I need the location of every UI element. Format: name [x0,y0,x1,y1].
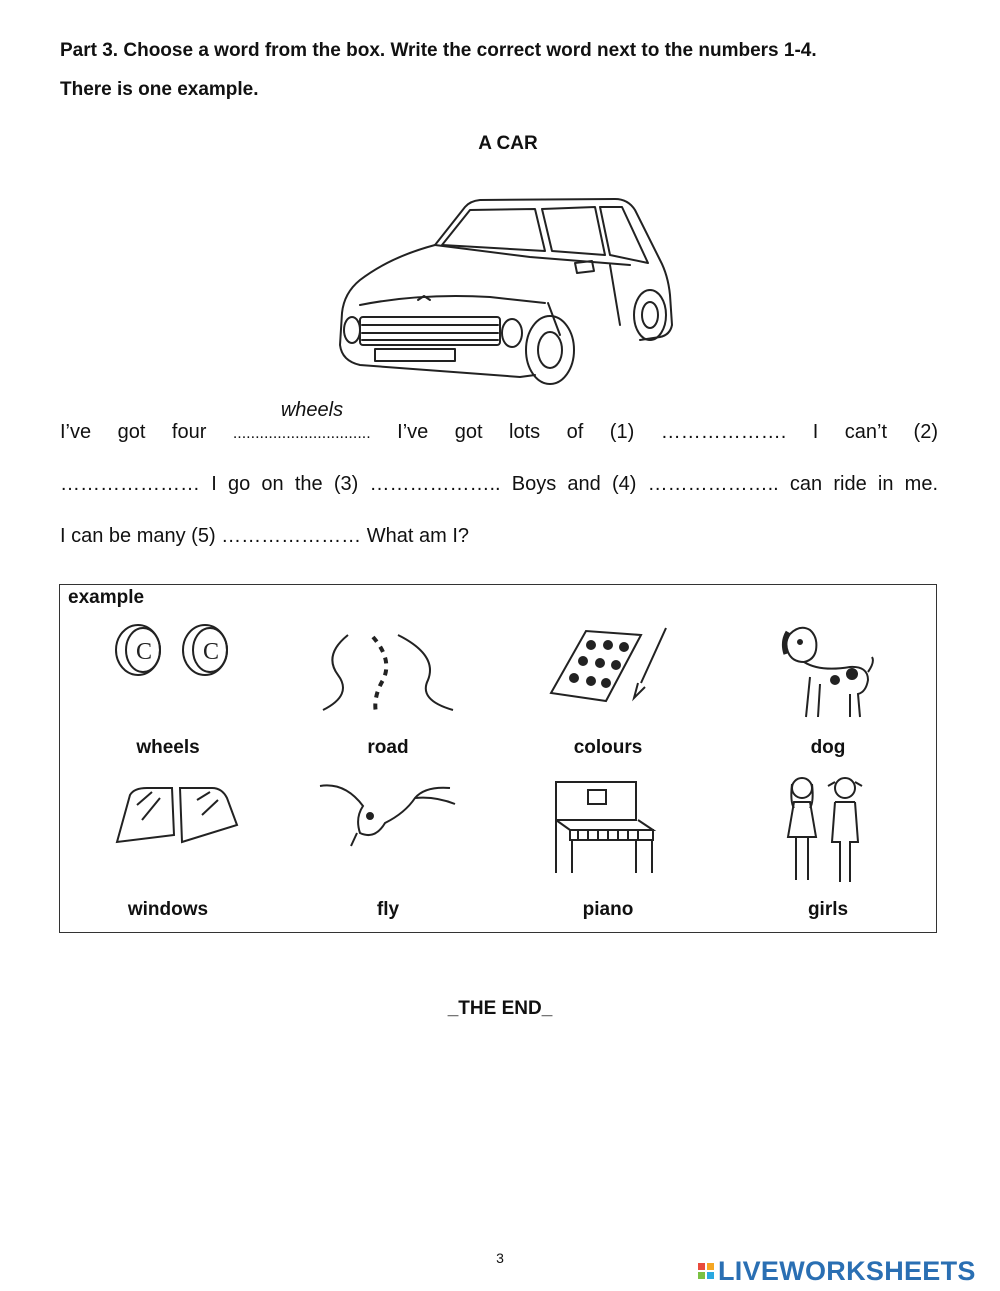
word-dog: dog [810,737,846,758]
car-illustration [330,185,680,395]
example-label: example [68,587,145,608]
the-end: _THE END_ [447,998,553,1019]
wheels-picture [108,622,238,682]
dog-picture [780,622,875,722]
section-title: A CAR [478,133,538,154]
piano-picture [548,778,660,878]
passage-line-1-rest: I’ve got lots of (1) ………………. I can’t (2) [397,421,938,443]
paint-palette-picture [546,623,676,708]
brand-name: LIVEWORKSHEETS [718,1255,976,1286]
example-dots: ............................... [232,425,371,442]
word-fly: fly [376,899,400,920]
svg-text:C: C [203,639,220,665]
passage-line-1 [60,399,938,444]
flying-bird-picture [315,778,460,853]
word-colours: colours [573,737,643,758]
word-windows: windows [127,899,209,920]
word-wheels: wheels [136,737,200,758]
passage-prefix: I’ve got four [60,421,207,443]
word-girls: girls [807,899,849,920]
logo-mark-icon [698,1263,714,1279]
liveworksheets-logo[interactable] [698,1256,976,1286]
word-piano: piano [582,899,634,920]
car-windows-picture [112,780,242,850]
page-number: 3 [496,1250,504,1266]
svg-text:C: C [136,639,153,665]
instruction-line-2: There is one example. [60,79,259,100]
passage-line-3: I can be many (5) ………………… What am I? [60,525,469,547]
word-road: road [367,737,409,758]
passage-line-2: ………………… I go on the (3) ……………….. Boys and (4) ……………….. can ride in me. [60,473,938,495]
instruction-line-1: Part 3. Choose a word from the box. Write the correct word next to the numbers 1-4. [60,40,817,61]
example-blank [232,399,371,444]
road-picture [318,625,458,717]
two-girls-picture [780,772,875,887]
example-answer: wheels [280,399,344,421]
